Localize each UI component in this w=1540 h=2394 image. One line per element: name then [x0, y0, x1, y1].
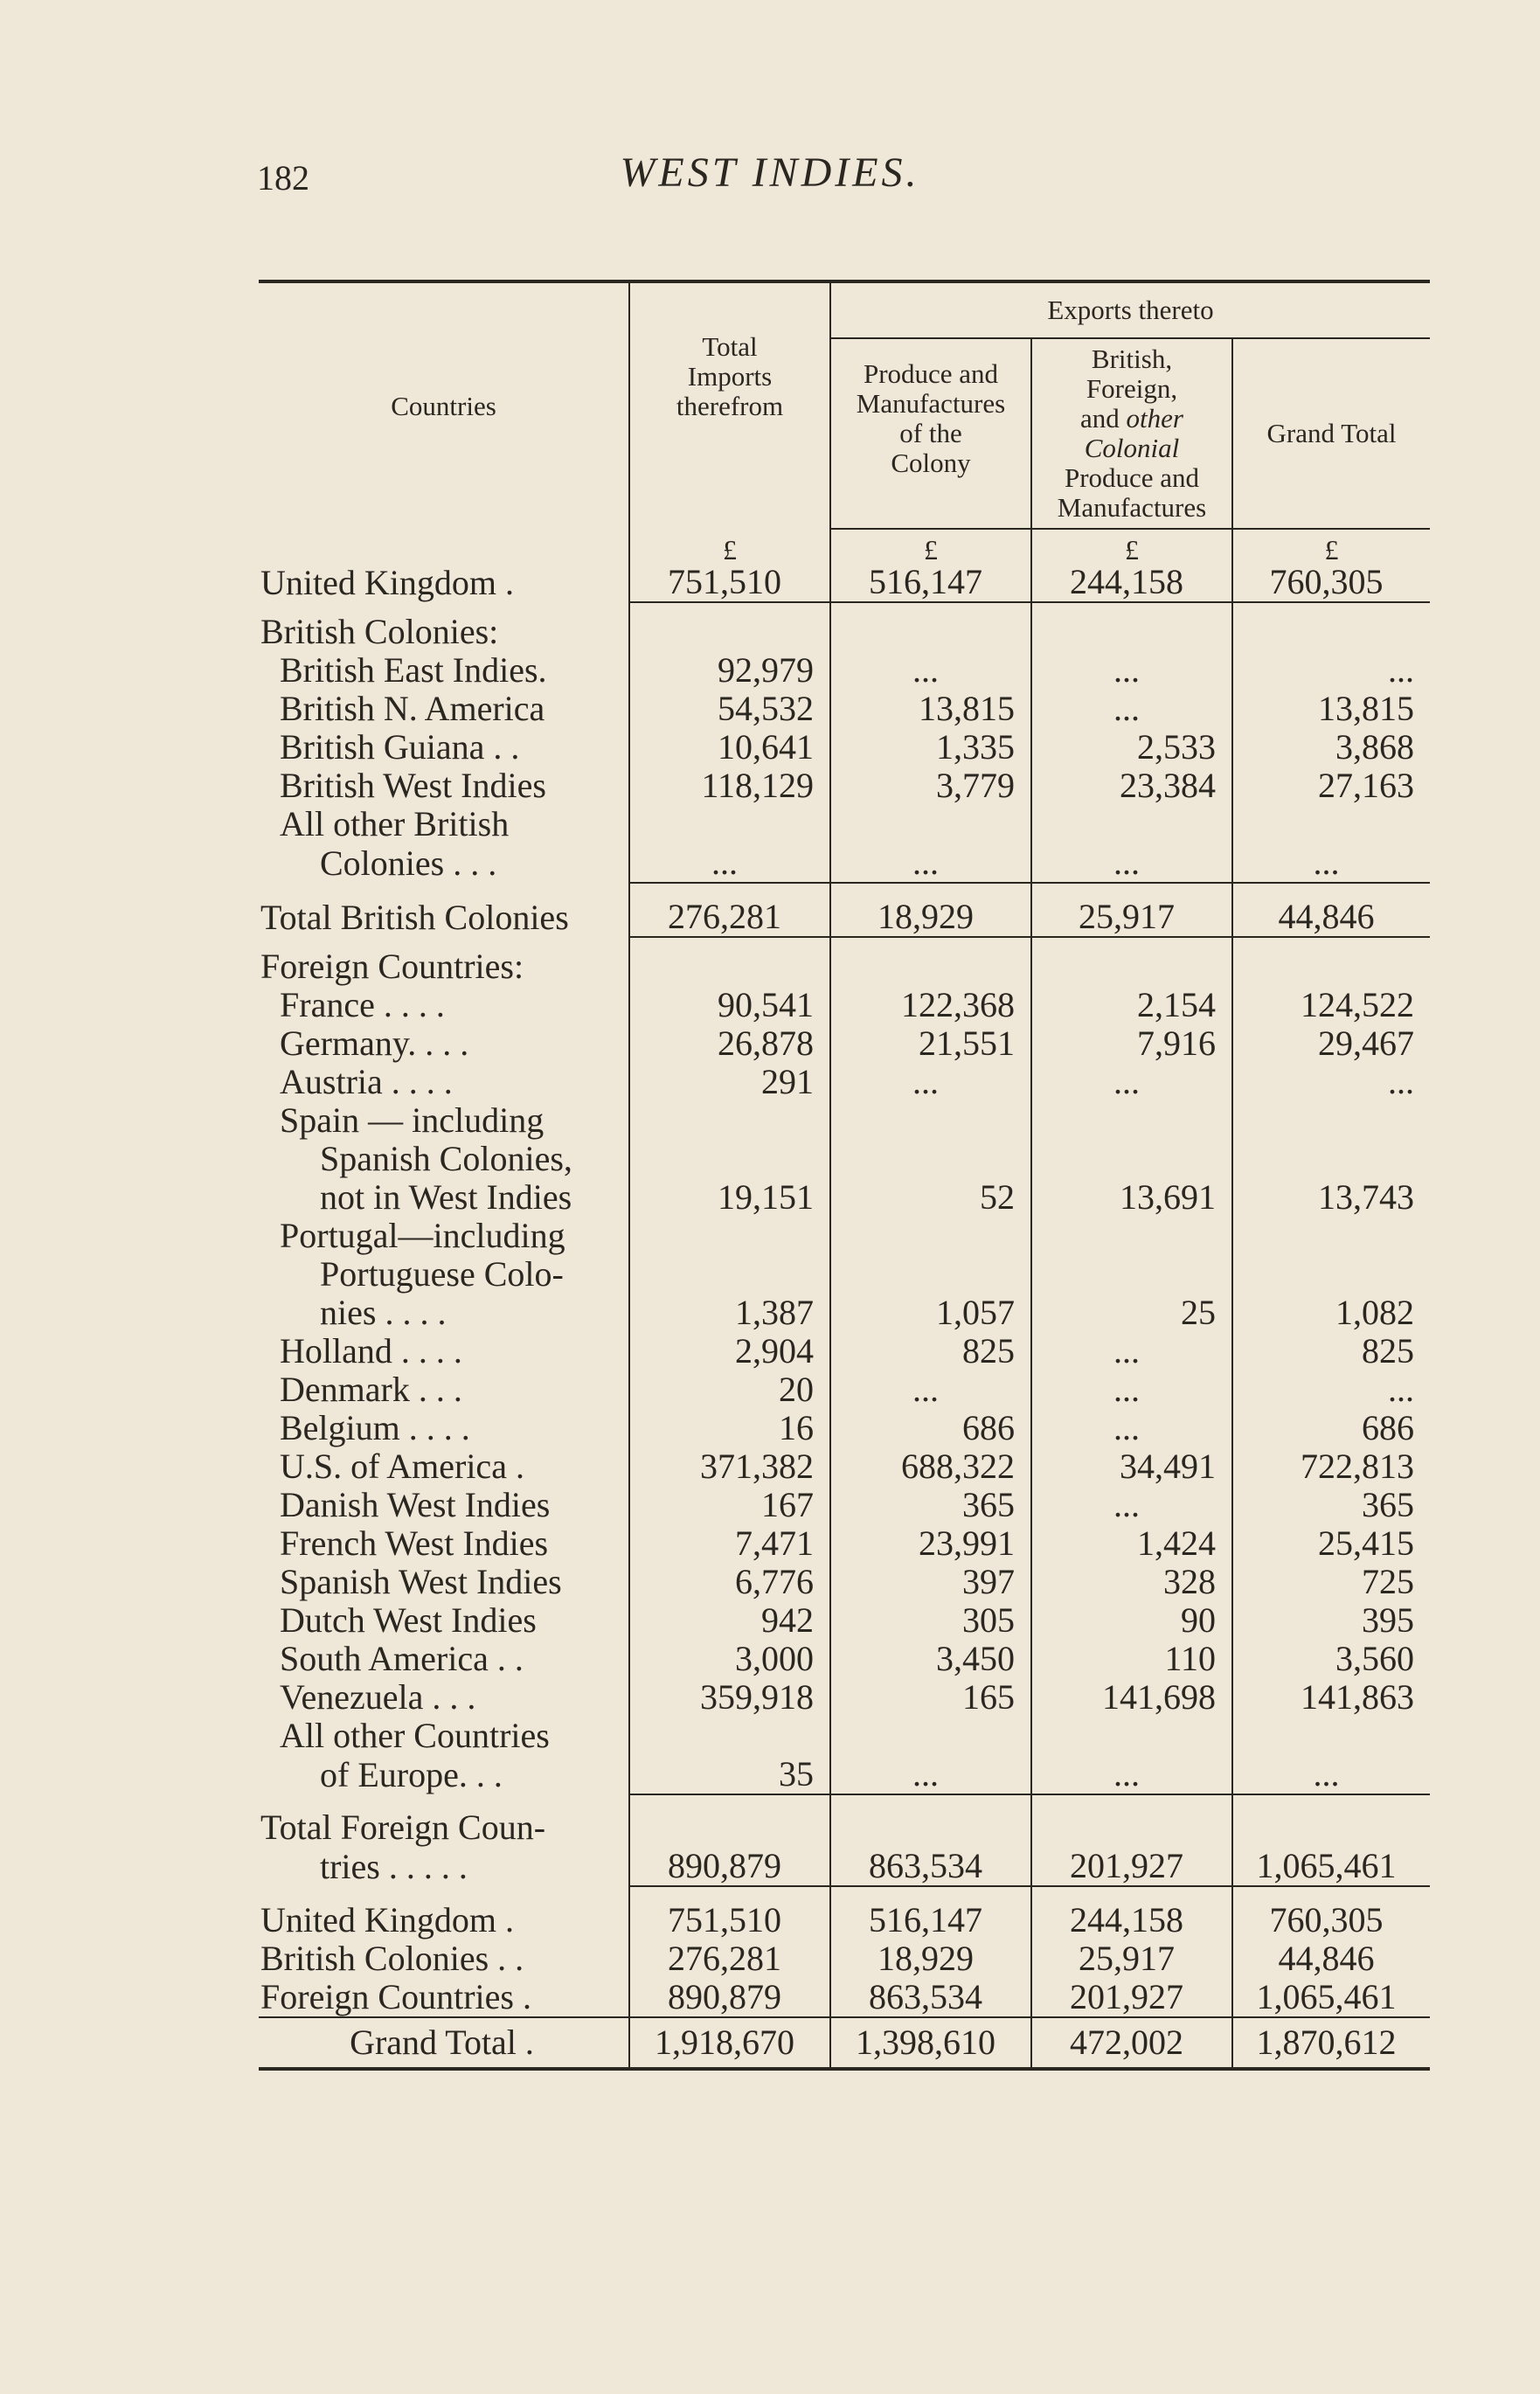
table-cell: ... — [830, 1755, 1031, 1794]
table-row — [259, 1063, 1430, 1101]
header-british-foreign-colonial: British, Foreign, and other Colonial Produce and Manufactures — [1031, 338, 1232, 529]
subtotal-row — [259, 1847, 1430, 1886]
table-cell: Total Foreign Coun- — [260, 1808, 546, 1847]
table-cell: 3,000 — [629, 1640, 830, 1678]
table-cell: 90,541 — [629, 986, 830, 1024]
page-number: 182 — [257, 158, 309, 198]
table-cell: Foreign Countries: — [260, 947, 524, 986]
table-cell: All other Countries — [280, 1716, 550, 1755]
summary-row — [259, 1886, 1430, 1939]
table-cell: 1,398,610 — [830, 2017, 1031, 2069]
table-row — [259, 690, 1430, 728]
table-cell: ... — [1232, 1370, 1430, 1409]
table-cell: ... — [1031, 1409, 1232, 1447]
table-cell: 825 — [830, 1332, 1031, 1370]
table-cell: Spanish Colonies, — [320, 1139, 572, 1178]
table-row — [259, 1640, 1430, 1678]
country-label: Austria . . . . — [280, 1062, 453, 1101]
table-row — [259, 767, 1430, 805]
table-cell: ... — [1031, 651, 1232, 690]
table-cell: 291 — [629, 1063, 830, 1101]
table-cell: Portuguese Colo- — [320, 1254, 564, 1294]
table-cell: ... — [1232, 843, 1430, 883]
country-label: nies . . . . — [320, 1293, 447, 1332]
table-row — [259, 805, 1430, 843]
table-cell: 90 — [1031, 1601, 1232, 1640]
table-cell: 276,281 — [629, 1939, 830, 1978]
country-label: France . . . . — [280, 985, 445, 1024]
country-label: U.S. of America . — [280, 1447, 524, 1486]
table-cell: ... — [1031, 843, 1232, 883]
table-cell: 328 — [1031, 1563, 1232, 1601]
country-label: Venezuela . . . — [280, 1677, 476, 1717]
table-cell: 305 — [830, 1601, 1031, 1640]
table-cell: 16 — [629, 1409, 830, 1447]
header-total-imports: Total Imports therefrom — [629, 281, 830, 529]
table-cell: 19,151 — [629, 1178, 830, 1217]
table-cell: Spain — including — [280, 1100, 545, 1140]
table-cell: not in West Indies — [320, 1177, 572, 1217]
table-row — [259, 1486, 1430, 1524]
table-cell: 167 — [629, 1486, 830, 1524]
table-cell: 1,918,670 — [629, 2017, 830, 2069]
table-cell: 10,641 — [629, 728, 830, 767]
table-cell: 890,879 — [629, 1978, 830, 2017]
grand-total-row — [259, 2017, 1430, 2069]
country-label: British West Indies — [280, 766, 546, 805]
table-cell: 688,322 — [830, 1447, 1031, 1486]
table-cell: 751,510 — [629, 1886, 830, 1939]
table-row — [259, 1409, 1430, 1447]
table-cell: 25 — [1031, 1294, 1232, 1332]
table-row — [259, 1678, 1430, 1717]
table-cell: 3,779 — [830, 767, 1031, 805]
table-cell: 44,846 — [1232, 883, 1430, 937]
country-label: South America . . — [280, 1639, 524, 1678]
country-label: United Kingdom . — [260, 1900, 514, 1939]
table-row — [259, 1255, 1430, 1294]
table-cell: ... — [830, 843, 1031, 883]
table-cell: 44,846 — [1232, 1939, 1430, 1978]
table-cell: 165 — [830, 1678, 1031, 1717]
table-cell: 760,305 — [1232, 1886, 1430, 1939]
table-cell: 35 — [629, 1755, 830, 1794]
table-cell: 371,382 — [629, 1447, 830, 1486]
table-cell: ... — [830, 1370, 1031, 1409]
table-cell: 1,065,461 — [1232, 1978, 1430, 2017]
table-cell: 825 — [1232, 1332, 1430, 1370]
table-cell: 244,158 — [1031, 1886, 1232, 1939]
country-label: United Kingdom . — [260, 563, 514, 602]
table-cell: 18,929 — [830, 883, 1031, 937]
table-cell: 395 — [1232, 1601, 1430, 1640]
table-cell: ... — [830, 1063, 1031, 1101]
table-cell: 122,368 — [830, 986, 1031, 1024]
table-cell: 1,057 — [830, 1294, 1031, 1332]
table-row — [259, 1178, 1430, 1217]
table-row — [259, 1140, 1430, 1178]
table-cell: ... — [1031, 1063, 1232, 1101]
section-heading — [259, 937, 1430, 986]
table-cell: 725 — [1232, 1563, 1430, 1601]
table-cell: ... — [1031, 690, 1232, 728]
table-row — [259, 1601, 1430, 1640]
country-label: British Colonies . . — [260, 1939, 524, 1978]
table-cell: 942 — [629, 1601, 830, 1640]
country-label: French West Indies — [280, 1523, 549, 1563]
table-row — [259, 1717, 1430, 1755]
table-cell: 201,927 — [1031, 1978, 1232, 2017]
table-cell: 141,863 — [1232, 1678, 1430, 1717]
country-label: Danish West Indies — [280, 1485, 551, 1524]
table-cell: 201,927 — [1031, 1847, 1232, 1886]
table-cell: 92,979 — [629, 651, 830, 690]
country-label: British N. America — [280, 689, 545, 728]
country-label: of Europe. . . — [320, 1755, 503, 1794]
table-row — [259, 1755, 1430, 1794]
table-cell: 52 — [830, 1178, 1031, 1217]
table-cell: ... — [1031, 1755, 1232, 1794]
table-cell: 13,815 — [1232, 690, 1430, 728]
table-row — [259, 1294, 1430, 1332]
table-cell: 359,918 — [629, 1678, 830, 1717]
currency-symbol: £ — [1031, 529, 1232, 563]
subtotal-row — [259, 883, 1430, 937]
country-label: Denmark . . . — [280, 1370, 462, 1409]
header-produce-of-colony: Produce and Manufactures of the Colony — [830, 338, 1031, 529]
country-label: Spanish West Indies — [280, 1562, 562, 1601]
table-cell: All other British — [280, 804, 510, 843]
table-cell: 26,878 — [629, 1024, 830, 1063]
table-cell: 13,815 — [830, 690, 1031, 728]
table-cell: 124,522 — [1232, 986, 1430, 1024]
table-row — [259, 1101, 1430, 1140]
header-grand-total: Grand Total — [1232, 338, 1430, 529]
table-cell: 25,415 — [1232, 1524, 1430, 1563]
table-cell: 23,991 — [830, 1524, 1031, 1563]
table-row — [259, 1563, 1430, 1601]
table-cell: 1,424 — [1031, 1524, 1232, 1563]
table-cell: 276,281 — [629, 883, 830, 937]
table-row — [259, 1217, 1430, 1255]
table-row — [259, 986, 1430, 1024]
table-cell: 863,534 — [830, 1978, 1031, 2017]
country-label: Grand Total . — [259, 2017, 629, 2069]
table-cell: 1,065,461 — [1232, 1847, 1430, 1886]
table-cell: 25,917 — [1031, 1939, 1232, 1978]
table-cell: 13,691 — [1031, 1178, 1232, 1217]
table-cell: 23,384 — [1031, 767, 1232, 805]
table-cell: 2,154 — [1031, 986, 1232, 1024]
table-cell: 365 — [830, 1486, 1031, 1524]
table-cell: Portugal—including — [280, 1216, 565, 1255]
table-cell: 1,870,612 — [1232, 2017, 1430, 2069]
table-cell: 13,743 — [1232, 1178, 1430, 1217]
header-countries: Countries — [259, 281, 629, 529]
table-cell: ... — [830, 651, 1031, 690]
table-cell: ... — [1232, 1063, 1430, 1101]
subtotal-row — [259, 1794, 1430, 1847]
table-cell: 25,917 — [1031, 883, 1232, 937]
table-cell: 2,904 — [629, 1332, 830, 1370]
currency-symbol: £ — [1232, 529, 1430, 563]
table-cell: 722,813 — [1232, 1447, 1430, 1486]
table-cell: ... — [1031, 1332, 1232, 1370]
table-cell: ... — [1031, 1370, 1232, 1409]
country-label: Germany. . . . — [280, 1024, 469, 1063]
country-label: British East Indies. — [280, 650, 547, 690]
table-cell: 1,335 — [830, 728, 1031, 767]
trade-statistics-table — [259, 280, 1430, 2071]
table-cell: ... — [1232, 651, 1430, 690]
country-label: Holland . . . . — [280, 1331, 462, 1370]
table-cell: 397 — [830, 1563, 1031, 1601]
table-cell: 7,916 — [1031, 1024, 1232, 1063]
table-cell: 751,510 — [629, 563, 830, 602]
table-cell: 118,129 — [629, 767, 830, 805]
table-cell: 27,163 — [1232, 767, 1430, 805]
table-cell: 7,471 — [629, 1524, 830, 1563]
table-row — [259, 1332, 1430, 1370]
summary-row — [259, 1978, 1430, 2017]
table-row — [259, 1370, 1430, 1409]
table-cell: 686 — [830, 1409, 1031, 1447]
country-label: Belgium . . . . — [280, 1408, 470, 1447]
table-cell: 2,533 — [1031, 728, 1232, 767]
header-exports-group: Exports thereto — [830, 281, 1430, 338]
table-row — [259, 728, 1430, 767]
table-cell: 3,560 — [1232, 1640, 1430, 1678]
currency-symbol: £ — [830, 529, 1031, 563]
table-cell: 1,082 — [1232, 1294, 1430, 1332]
table-row — [259, 1447, 1430, 1486]
table-cell: 3,450 — [830, 1640, 1031, 1678]
table-cell: 18,929 — [830, 1939, 1031, 1978]
running-title: WEST INDIES. — [620, 149, 920, 196]
table-cell: 863,534 — [830, 1847, 1031, 1886]
table-row — [259, 1024, 1430, 1063]
table-cell: 472,002 — [1031, 2017, 1232, 2069]
table-cell: ... — [1031, 1486, 1232, 1524]
country-label: Dutch West Indies — [280, 1600, 537, 1640]
country-label: Colonies . . . — [320, 843, 497, 883]
table-cell: 110 — [1031, 1640, 1232, 1678]
table-cell: 244,158 — [1031, 563, 1232, 602]
table-cell: 141,698 — [1031, 1678, 1232, 1717]
table-cell: 34,491 — [1031, 1447, 1232, 1486]
table-cell: 20 — [629, 1370, 830, 1409]
table-cell: 21,551 — [830, 1024, 1031, 1063]
table-cell: ... — [1232, 1755, 1430, 1794]
table-cell: 686 — [1232, 1409, 1430, 1447]
currency-row — [259, 529, 1430, 563]
table-cell: 516,147 — [830, 563, 1031, 602]
table-cell: 6,776 — [629, 1563, 830, 1601]
country-label: tries . . . . . — [320, 1847, 468, 1886]
country-label: Foreign Countries . — [260, 1977, 531, 2016]
table-cell: 516,147 — [830, 1886, 1031, 1939]
summary-row — [259, 1939, 1430, 1978]
table-row — [259, 651, 1430, 690]
table-row — [259, 563, 1430, 602]
table-cell: 3,868 — [1232, 728, 1430, 767]
table-cell: 1,387 — [629, 1294, 830, 1332]
table-cell: 365 — [1232, 1486, 1430, 1524]
table-cell: British Colonies: — [260, 612, 499, 651]
table-cell: 890,879 — [629, 1847, 830, 1886]
currency-symbol: £ — [629, 529, 830, 563]
section-heading — [259, 602, 1430, 651]
table-row — [259, 1524, 1430, 1563]
table-row — [259, 843, 1430, 883]
table-cell: 760,305 — [1232, 563, 1430, 602]
table-cell: ... — [629, 843, 830, 883]
table-cell: 54,532 — [629, 690, 830, 728]
table-cell: Total British Colonies — [260, 898, 569, 937]
table-cell: 29,467 — [1232, 1024, 1430, 1063]
country-label: British Guiana . . — [280, 727, 520, 767]
